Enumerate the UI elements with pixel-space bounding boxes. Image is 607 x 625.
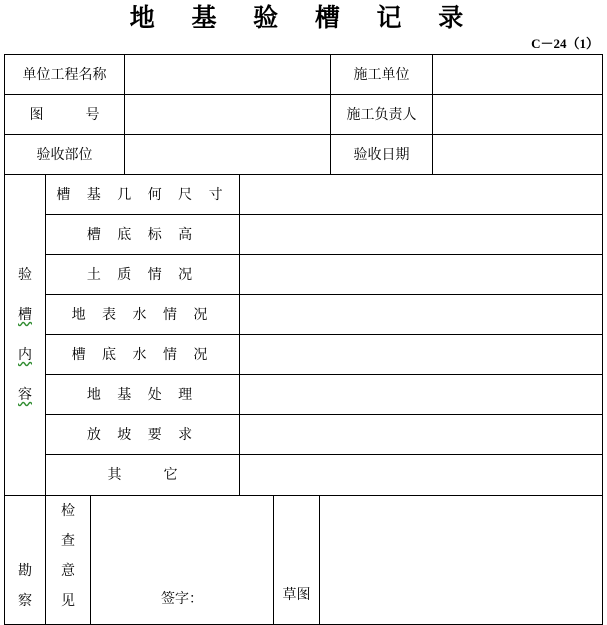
- trench-label-char: 槽: [18, 307, 32, 323]
- trench-item-other: 其 它: [45, 454, 240, 496]
- construction-unit-field[interactable]: [432, 54, 603, 95]
- trench-item-surface-water: 地 表 水 情 况: [45, 294, 240, 335]
- trench-value-surface-water[interactable]: [239, 294, 603, 335]
- trench-item-soil: 土 质 情 况: [45, 254, 240, 295]
- survey-label-char: 察: [18, 593, 32, 609]
- trench-value-other[interactable]: [239, 454, 603, 496]
- sketch-label-cell: [273, 495, 320, 625]
- trench-item-bottom-elevation: 槽 底 标 高: [45, 214, 240, 255]
- signature-label: 签字：: [161, 591, 203, 607]
- trench-value-bottom-elevation[interactable]: [239, 214, 603, 255]
- trench-value-foundation-treatment[interactable]: [239, 374, 603, 415]
- trench-label-char: 内: [18, 347, 32, 363]
- trench-value-slope[interactable]: [239, 414, 603, 455]
- inspection-part-label: 验收部位: [4, 134, 125, 175]
- survey-label-char: 勘: [18, 563, 32, 579]
- check-opinion-label: [45, 495, 91, 625]
- construction-unit-label: 施工单位: [330, 54, 433, 95]
- sketch-label: 草图: [282, 587, 311, 603]
- trench-value-dimensions[interactable]: [239, 174, 603, 215]
- trench-item-bottom-water: 槽 底 水 情 况: [45, 334, 240, 375]
- trench-label-char: 验: [18, 267, 32, 283]
- check-label-char: 查: [61, 533, 75, 549]
- check-label-char: 见: [61, 593, 75, 609]
- inspection-part-field[interactable]: [124, 134, 331, 175]
- trench-item-slope: 放 坡 要 求: [45, 414, 240, 455]
- form-title: 地 基 验 槽 记 录: [129, 3, 478, 32]
- check-label-char: 意: [61, 563, 75, 579]
- sketch-field[interactable]: [319, 495, 603, 625]
- check-label-char: 检: [61, 503, 75, 519]
- form-code: C－24（1）: [531, 36, 599, 51]
- trench-value-soil[interactable]: [239, 254, 603, 295]
- construction-lead-field[interactable]: [432, 94, 603, 135]
- check-opinion-field[interactable]: [90, 495, 274, 625]
- inspection-date-label: 验收日期: [330, 134, 433, 175]
- construction-lead-label: 施工负责人: [330, 94, 433, 135]
- trench-item-dimensions: 槽 基 几 何 尺 寸: [45, 174, 240, 215]
- inspection-date-field[interactable]: [432, 134, 603, 175]
- trench-content-label: [4, 174, 46, 496]
- drawing-no-label: 图 号: [4, 94, 125, 135]
- trench-item-foundation-treatment: 地 基 处 理: [45, 374, 240, 415]
- unit-project-field[interactable]: [124, 54, 331, 95]
- survey-label: [4, 495, 46, 625]
- trench-label-char: 容: [18, 387, 32, 403]
- drawing-no-field[interactable]: [124, 94, 331, 135]
- unit-project-label: 单位工程名称: [4, 54, 125, 95]
- trench-value-bottom-water[interactable]: [239, 334, 603, 375]
